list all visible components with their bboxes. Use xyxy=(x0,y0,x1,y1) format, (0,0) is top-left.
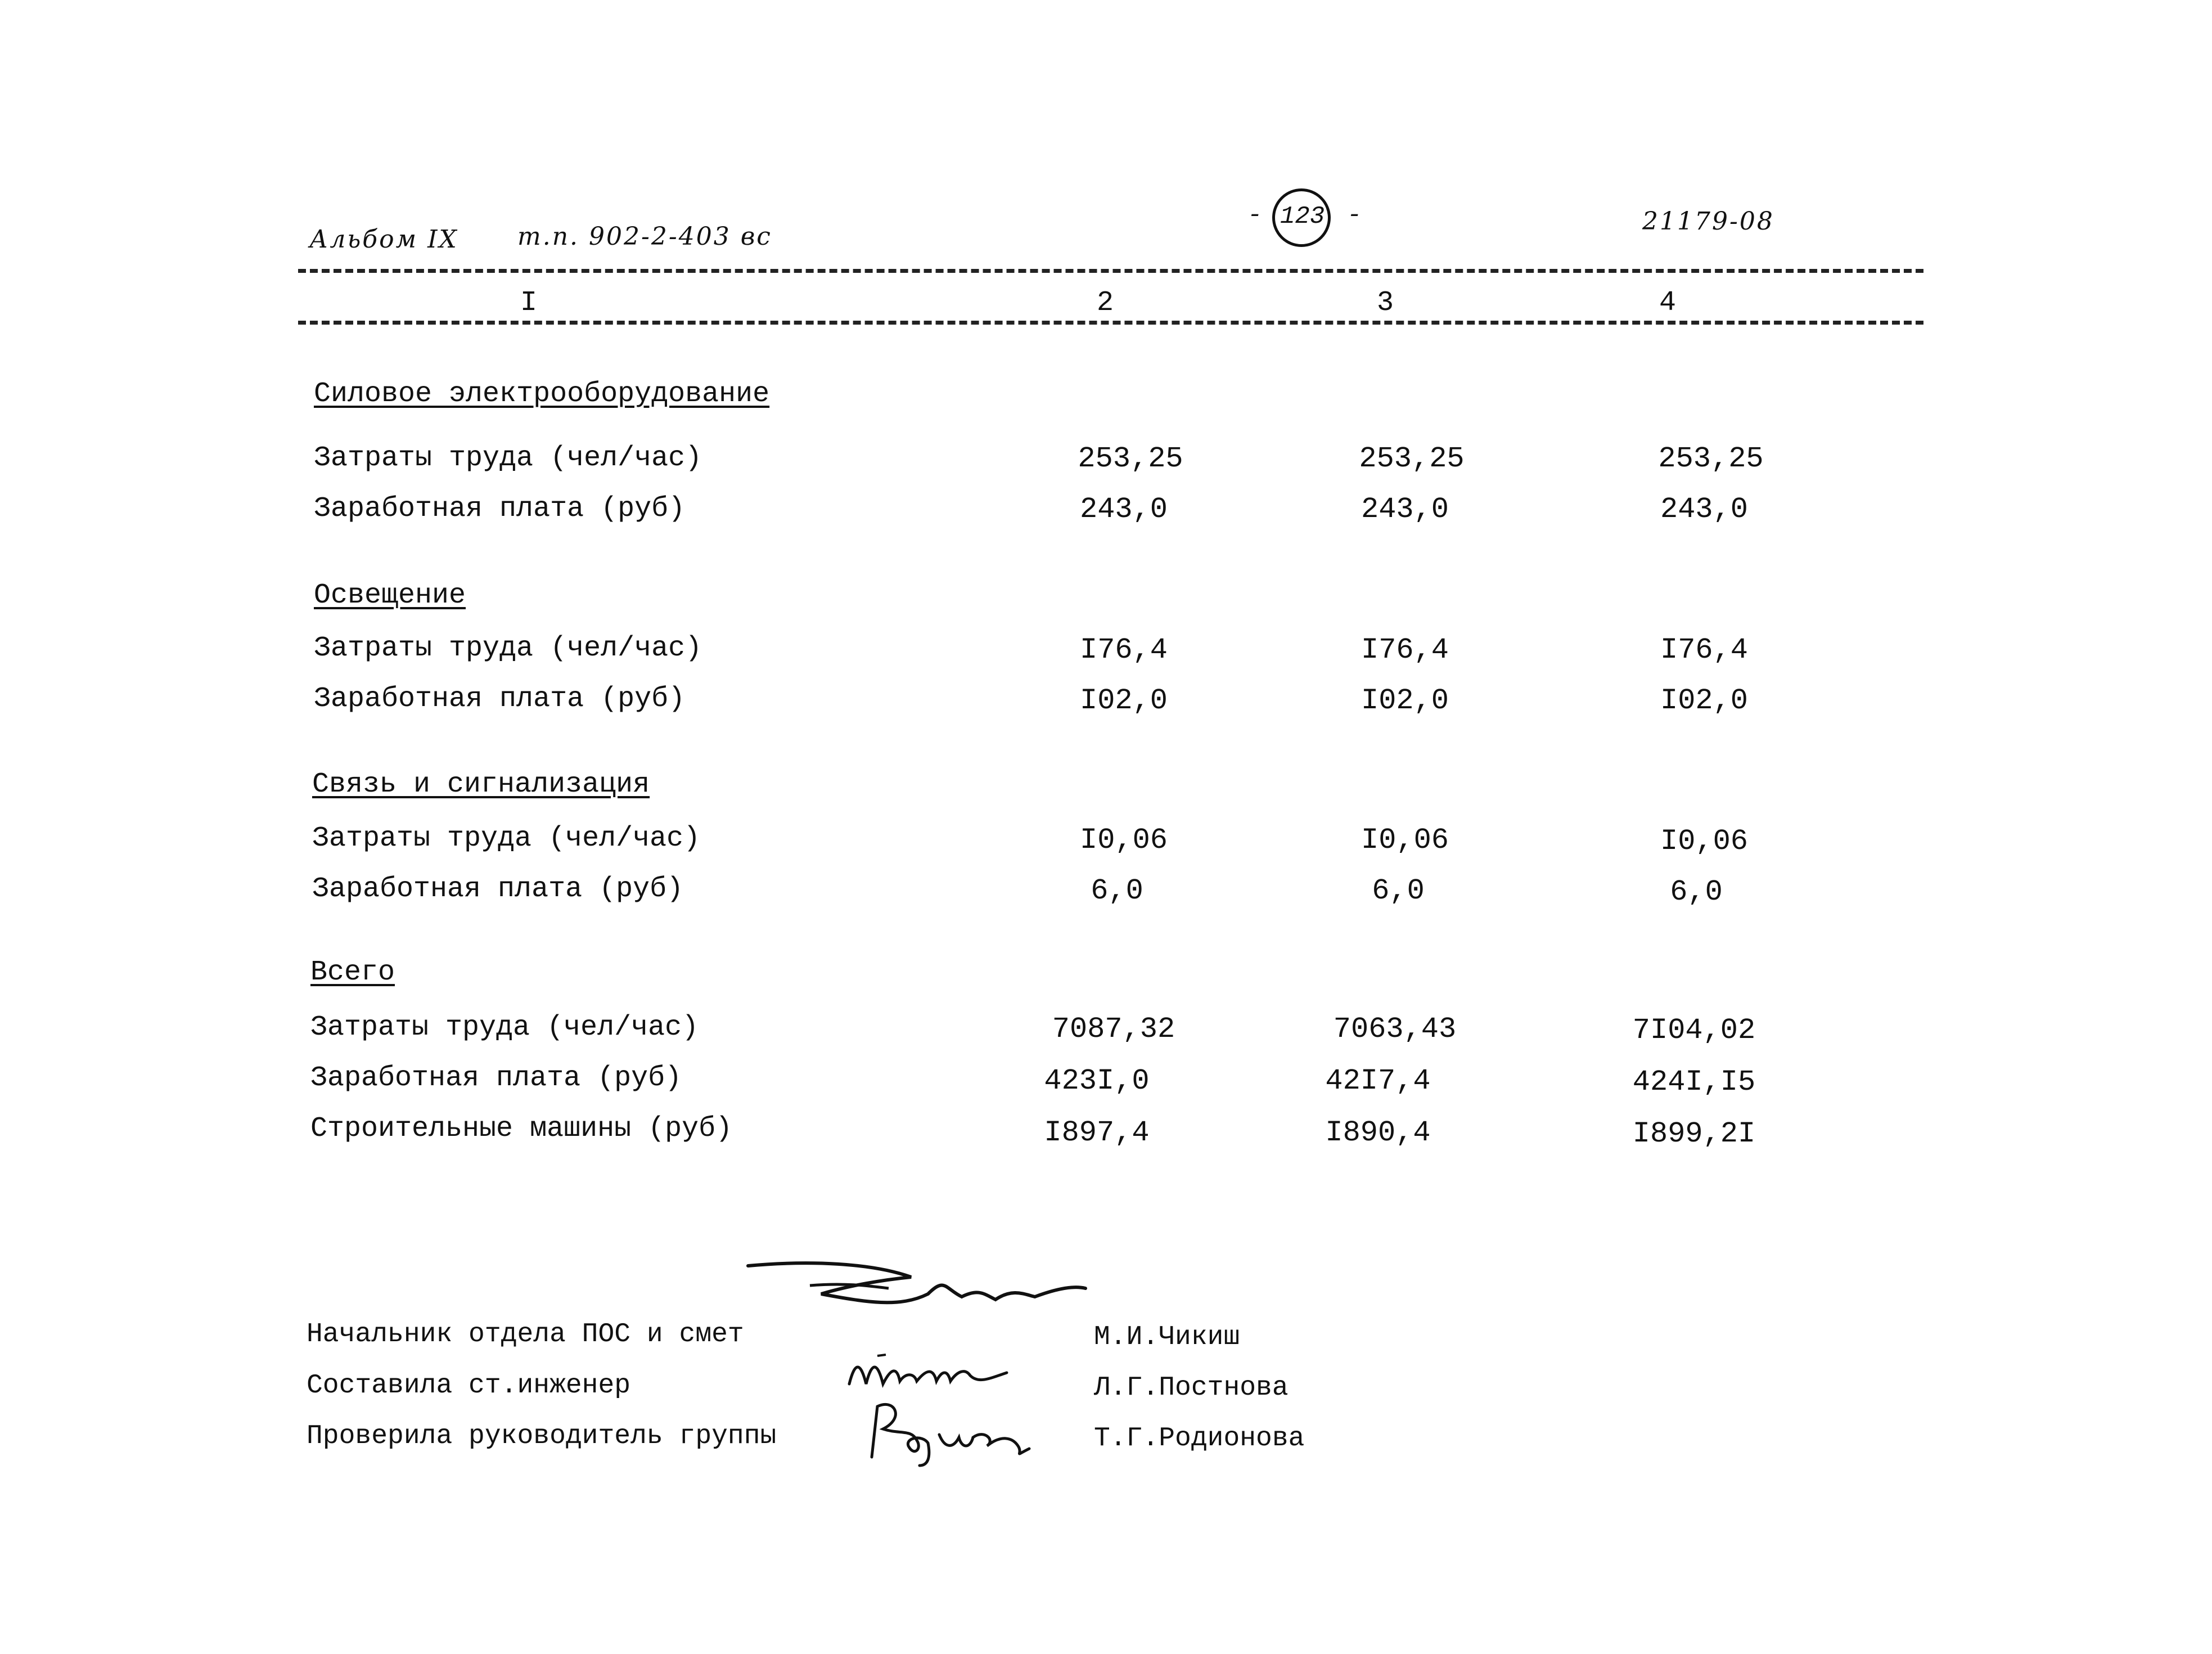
header-rule-bottom xyxy=(298,321,1923,325)
value-col3: I890,4 xyxy=(1325,1116,1431,1149)
section-title-total: Всего xyxy=(310,956,395,988)
value-col3: I02,0 xyxy=(1360,684,1449,717)
value-col2: I76,4 xyxy=(1079,633,1168,667)
page-number-right-dash: - xyxy=(1347,201,1362,230)
value-col2: I897,4 xyxy=(1044,1116,1150,1149)
signature-name: Л.Г.Постнова xyxy=(1094,1373,1289,1403)
value-col4: 7I04,02 xyxy=(1632,1014,1756,1047)
value-col4: 253,25 xyxy=(1658,442,1764,475)
value-col2: 6,0 xyxy=(1091,874,1143,907)
value-col2: 243,0 xyxy=(1079,493,1168,526)
column-header-1: I xyxy=(520,287,538,319)
section-title-lighting: Освещение xyxy=(314,579,466,612)
project-label: т.п. 902-2-403 вс xyxy=(517,222,772,251)
value-col4: I76,4 xyxy=(1660,633,1749,667)
value-col2: 423I,0 xyxy=(1044,1064,1150,1098)
row-label: Заработная плата (руб) xyxy=(314,493,686,525)
value-col3: 243,0 xyxy=(1360,493,1449,526)
signature-name: М.И.Чикиш xyxy=(1094,1322,1240,1352)
row-label: Строительные машины (руб) xyxy=(310,1113,733,1145)
value-col3: I0,06 xyxy=(1360,824,1449,857)
value-col3: 253,25 xyxy=(1359,442,1465,475)
row-label: Затраты труда (чел/час) xyxy=(314,632,702,664)
handwritten-signature-3 xyxy=(861,1395,1046,1468)
page-number: 123 xyxy=(1280,203,1325,231)
value-col2: I0,06 xyxy=(1079,824,1168,857)
handwritten-signature-1 xyxy=(742,1255,1091,1339)
value-col4: I02,0 xyxy=(1660,684,1749,717)
value-col3: 42I7,4 xyxy=(1325,1064,1431,1098)
row-label: Затраты труда (чел/час) xyxy=(310,1012,699,1044)
value-col3: 6,0 xyxy=(1372,874,1425,907)
column-header-4: 4 xyxy=(1659,287,1677,319)
section-title-power: Силовое электрооборудование xyxy=(314,378,770,410)
row-label: Заработная плата (руб) xyxy=(312,873,684,905)
value-col4: 6,0 xyxy=(1670,875,1723,909)
doc-code: 21179-08 xyxy=(1642,207,1774,236)
section-title-communication: Связь и сигнализация xyxy=(312,768,650,801)
value-col2: I02,0 xyxy=(1079,684,1168,717)
row-label: Затраты труда (чел/час) xyxy=(314,442,702,474)
signature-name: Т.Г.Родионова xyxy=(1094,1423,1305,1454)
value-col4: 243,0 xyxy=(1660,493,1749,526)
value-col4: I899,2I xyxy=(1632,1117,1756,1150)
value-col4: 424I,I5 xyxy=(1632,1066,1756,1099)
signature-role: Начальник отдела ПОС и смет xyxy=(307,1319,744,1350)
header-rule-top xyxy=(298,269,1923,273)
value-col3: I76,4 xyxy=(1360,633,1449,667)
signature-role: Составила ст.инженер xyxy=(307,1370,631,1401)
value-col4: I0,06 xyxy=(1660,825,1749,858)
value-col2: 253,25 xyxy=(1078,442,1183,475)
value-col2: 7087,32 xyxy=(1052,1013,1175,1046)
signature-role: Проверила руководитель группы xyxy=(307,1421,777,1451)
page-number-left-dash: - xyxy=(1247,201,1263,230)
row-label: Заработная плата (руб) xyxy=(314,683,686,715)
column-header-3: 3 xyxy=(1377,287,1394,319)
column-header-2: 2 xyxy=(1097,287,1114,319)
row-label: Затраты труда (чел/час) xyxy=(312,822,701,855)
row-label: Заработная плата (руб) xyxy=(310,1062,682,1094)
album-label: Альбом IX xyxy=(309,225,458,254)
value-col3: 7063,43 xyxy=(1333,1013,1457,1046)
